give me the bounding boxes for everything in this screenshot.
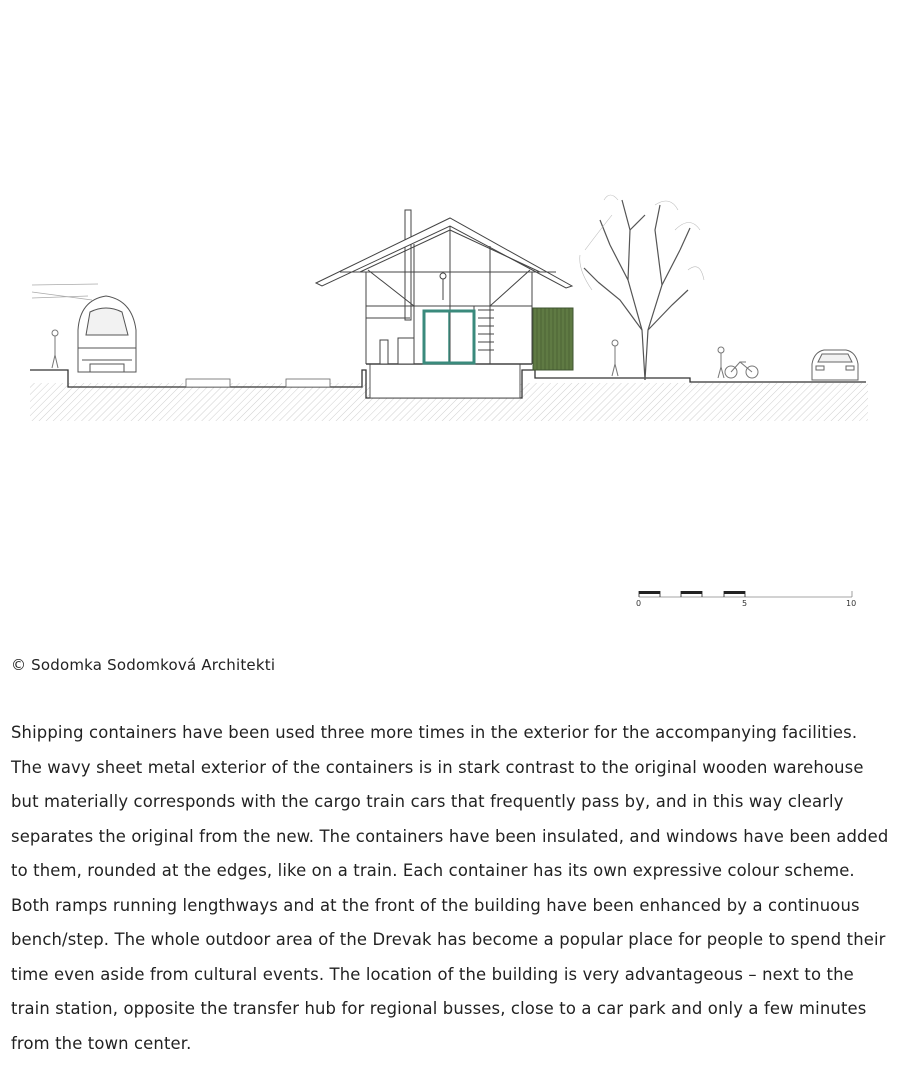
basement <box>370 364 520 398</box>
bench <box>186 379 230 387</box>
car <box>812 350 858 380</box>
article-paragraph: Shipping containers have been used three more times in the exterior for the accompanying facilities. The wavy sheet metal exterior of the containers is in stark contrast to the original wooden warehouse but materially corresponds with the cargo train cars that frequently pass by, and in this way clearly separates the original from the new. The containers have been insulated, and windows have been added to them, rounded at the edges, like on a train. Each container has its own expressive colour scheme. Both ramps running lengthways and at the front of the building have been enhanced by a continuous bench/step. The whole outdoor area of the Drevak has become a popular place for people to spend their time even aside from cultural events. The location of the building is very advantageous – next to the train station, opposite the transfer hub for regional busses, close to a car park and only a few minutes from the town center. <box>11 723 889 1053</box>
bench <box>286 379 330 387</box>
person-figure <box>718 347 724 378</box>
catenary <box>32 284 98 300</box>
scale-bar <box>636 591 856 608</box>
scale-label-10: 10 <box>846 599 857 608</box>
tree-fine-branches <box>580 195 704 290</box>
tree <box>584 200 690 380</box>
person-figure <box>612 340 618 376</box>
train <box>78 296 136 372</box>
scale-label-5: 5 <box>742 599 748 608</box>
image-credit-caption: © Sodomka Sodomková Architekti <box>11 656 276 674</box>
bicycle <box>725 362 758 378</box>
scale-label-0: 0 <box>636 599 642 608</box>
person-figure <box>52 330 58 368</box>
green-container <box>533 308 573 370</box>
